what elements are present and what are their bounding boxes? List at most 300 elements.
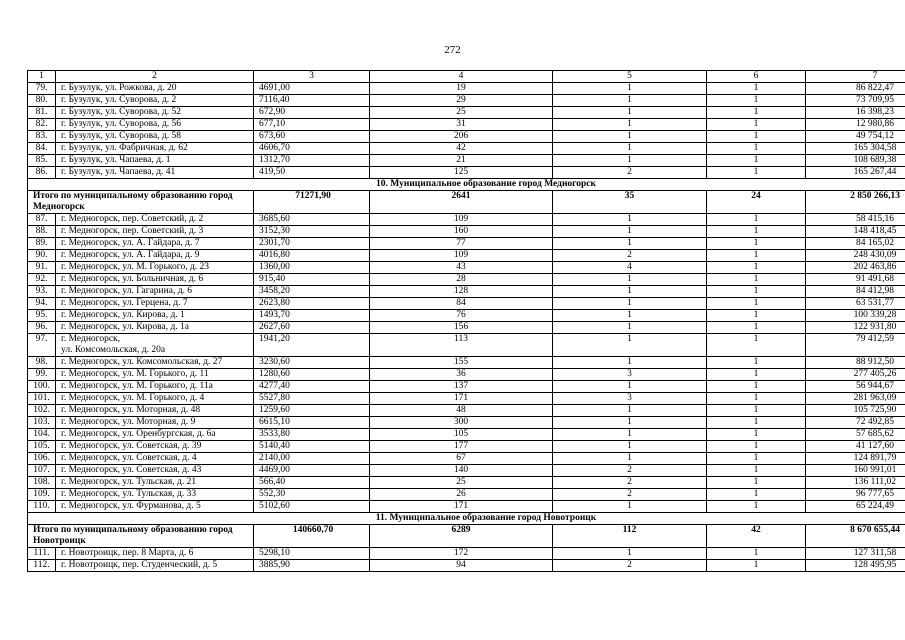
table-row	[28, 143, 905, 155]
total-col5: 35	[553, 191, 707, 214]
total-col4: 2641	[370, 191, 553, 214]
sum-cell: 100 339,28	[806, 310, 905, 322]
table-row	[28, 334, 905, 357]
sum-cell: 165 304,58	[806, 143, 905, 155]
area-cell: 1360,00	[254, 262, 370, 274]
col6-cell: 1	[707, 369, 806, 381]
col6-cell: 1	[707, 501, 806, 513]
table-row	[28, 405, 905, 417]
address-cell: г. Медногорск, ул. Советская, д. 39	[56, 441, 254, 453]
row-number: 108.	[28, 477, 56, 489]
address-cell: г. Медногорск, ул. Советская, д. 4	[56, 453, 254, 465]
table-row	[28, 429, 905, 441]
sum-cell: 57 685,62	[806, 429, 905, 441]
total-row	[28, 525, 905, 548]
sum-cell: 128 495,95	[806, 560, 905, 572]
area-cell: 2140,00	[254, 453, 370, 465]
col4-cell: 29	[370, 95, 553, 107]
sum-cell: 65 224,49	[806, 501, 905, 513]
col5-cell: 2	[553, 250, 707, 262]
col5-cell: 1	[553, 334, 707, 357]
col6-cell: 1	[707, 322, 806, 334]
row-number: 106.	[28, 453, 56, 465]
row-number: 90.	[28, 250, 56, 262]
sum-cell: 79 412,59	[806, 334, 905, 357]
area-cell: 1259,60	[254, 405, 370, 417]
address-cell: г. Медногорск, ул. Герцена, д. 7	[56, 298, 254, 310]
sum-cell: 16 398,23	[806, 107, 905, 119]
address-cell: г. Медногорск, ул. А. Гайдара, д. 7	[56, 238, 254, 250]
row-number: 104.	[28, 429, 56, 441]
area-cell: 419,50	[254, 167, 370, 179]
address-cell: г. Бузулук, ул. Суворова, д. 52	[56, 107, 254, 119]
col4-cell: 206	[370, 131, 553, 143]
col5-cell: 1	[553, 274, 707, 286]
row-number: 102.	[28, 405, 56, 417]
col6-cell: 1	[707, 381, 806, 393]
area-cell: 5140,40	[254, 441, 370, 453]
sum-cell: 41 127,60	[806, 441, 905, 453]
area-cell: 677,10	[254, 119, 370, 131]
sum-cell: 122 931,80	[806, 322, 905, 334]
address-cell: г. Медногорск, ул. М. Горького, д. 11	[56, 369, 254, 381]
column-number: 4	[370, 71, 553, 83]
col5-cell: 3	[553, 369, 707, 381]
col4-cell: 76	[370, 310, 553, 322]
area-cell: 3533,80	[254, 429, 370, 441]
table-row	[28, 155, 905, 167]
sum-cell: 58 415,16	[806, 214, 905, 226]
row-number: 98.	[28, 357, 56, 369]
table-row	[28, 262, 905, 274]
area-cell: 7116,40	[254, 95, 370, 107]
address-cell: г. Медногорск, ул. М. Горького, д. 11а	[56, 381, 254, 393]
address-cell: г. Медногорск, ул. Моторная, д. 48	[56, 405, 254, 417]
table-row	[28, 310, 905, 322]
table-row	[28, 381, 905, 393]
col5-cell: 1	[553, 226, 707, 238]
address-cell: г. Медногорск, ул. М. Горького, д. 23	[56, 262, 254, 274]
total-label: Итого по муниципальному образованию город Медногорск	[28, 191, 254, 214]
column-number: 2	[56, 71, 254, 83]
table-row	[28, 107, 905, 119]
col6-cell: 1	[707, 226, 806, 238]
area-cell: 3458,20	[254, 286, 370, 298]
col4-cell: 28	[370, 274, 553, 286]
col4-cell: 156	[370, 322, 553, 334]
col4-cell: 177	[370, 441, 553, 453]
area-cell: 566,40	[254, 477, 370, 489]
area-cell: 4606,70	[254, 143, 370, 155]
col4-cell: 84	[370, 298, 553, 310]
row-number: 88.	[28, 226, 56, 238]
col5-cell: 1	[553, 548, 707, 560]
col6-cell: 1	[707, 143, 806, 155]
sum-cell: 248 430,09	[806, 250, 905, 262]
sum-cell: 124 891,79	[806, 453, 905, 465]
address-cell: г. Медногорск, ул. Гагарина, д. 6	[56, 286, 254, 298]
col6-cell: 1	[707, 405, 806, 417]
row-number: 99.	[28, 369, 56, 381]
table-row	[28, 238, 905, 250]
address-cell: г. Медногорск, пер. Советский, д. 2	[56, 214, 254, 226]
row-number: 81.	[28, 107, 56, 119]
area-cell: 5298,10	[254, 548, 370, 560]
col4-cell: 155	[370, 357, 553, 369]
address-cell	[56, 334, 254, 357]
col4-cell: 137	[370, 381, 553, 393]
col4-cell: 36	[370, 369, 553, 381]
col6-cell: 1	[707, 274, 806, 286]
col5-cell: 2	[553, 489, 707, 501]
row-number: 79.	[28, 83, 56, 95]
col6-cell: 1	[707, 334, 806, 357]
col5-cell: 1	[553, 286, 707, 298]
col4-cell: 105	[370, 429, 553, 441]
col5-cell: 1	[553, 119, 707, 131]
row-number: 100.	[28, 381, 56, 393]
address-cell: г. Медногорск, ул. Фурманова, д. 5	[56, 501, 254, 513]
column-number-row	[28, 71, 905, 83]
col5-cell: 1	[553, 155, 707, 167]
col4-cell: 171	[370, 501, 553, 513]
col4-cell: 42	[370, 143, 553, 155]
total-sum: 2 850 266,13	[806, 191, 905, 214]
row-number: 96.	[28, 322, 56, 334]
table-row	[28, 501, 905, 513]
col6-cell: 1	[707, 83, 806, 95]
col6-cell: 1	[707, 489, 806, 501]
total-area: 71271,90	[254, 191, 370, 214]
col4-cell: 25	[370, 477, 553, 489]
col6-cell: 1	[707, 119, 806, 131]
col4-cell: 19	[370, 83, 553, 95]
col4-cell: 94	[370, 560, 553, 572]
address-cell: г. Бузулук, ул. Суворова, д. 56	[56, 119, 254, 131]
area-cell: 3685,60	[254, 214, 370, 226]
row-number: 86.	[28, 167, 56, 179]
total-col5: 112	[553, 525, 707, 548]
area-cell: 2623,80	[254, 298, 370, 310]
total-label: Итого по муниципальному образованию город Новотроицк	[28, 525, 254, 548]
row-number: 89.	[28, 238, 56, 250]
col5-cell: 4	[553, 262, 707, 274]
row-number: 84.	[28, 143, 56, 155]
table-row	[28, 298, 905, 310]
col6-cell: 1	[707, 417, 806, 429]
area-cell: 5527,80	[254, 393, 370, 405]
col5-cell: 1	[553, 405, 707, 417]
col5-cell: 1	[553, 238, 707, 250]
area-cell: 2301,70	[254, 238, 370, 250]
col4-cell: 109	[370, 214, 553, 226]
col6-cell: 1	[707, 155, 806, 167]
apartment-buildings-table	[27, 70, 905, 572]
col6-cell: 1	[707, 548, 806, 560]
col5-cell: 1	[553, 214, 707, 226]
address-cell: г. Медногорск, ул. Кирова, д. 1а	[56, 322, 254, 334]
area-cell: 3152,30	[254, 226, 370, 238]
sum-cell: 127 311,58	[806, 548, 905, 560]
col4-cell: 77	[370, 238, 553, 250]
sum-cell: 63 531,77	[806, 298, 905, 310]
row-number: 112.	[28, 560, 56, 572]
column-number: 7	[806, 71, 905, 83]
sum-cell: 56 944,67	[806, 381, 905, 393]
address-cell: г. Бузулук, ул. Чапаева, д. 1	[56, 155, 254, 167]
col4-cell: 125	[370, 167, 553, 179]
address-cell: г. Медногорск, ул. Тульская, д. 21	[56, 477, 254, 489]
col4-cell: 43	[370, 262, 553, 274]
table-row	[28, 489, 905, 501]
col5-cell: 1	[553, 131, 707, 143]
address-cell: г. Бузулук, ул. Рожкова, д. 20	[56, 83, 254, 95]
col4-cell: 140	[370, 465, 553, 477]
col6-cell: 1	[707, 393, 806, 405]
section-title: 11. Муниципальное образование город Новотроицк	[28, 513, 905, 525]
col6-cell: 1	[707, 357, 806, 369]
row-number: 91.	[28, 262, 56, 274]
column-number: 1	[28, 71, 56, 83]
sum-cell: 165 267,44	[806, 167, 905, 179]
sum-cell: 72 492,85	[806, 417, 905, 429]
area-cell: 552,30	[254, 489, 370, 501]
col5-cell: 2	[553, 167, 707, 179]
table-row	[28, 453, 905, 465]
address-line: г. Медногорск,	[61, 334, 121, 344]
sum-cell: 148 418,45	[806, 226, 905, 238]
col4-cell: 21	[370, 155, 553, 167]
table-body	[28, 71, 905, 572]
col6-cell: 1	[707, 453, 806, 465]
sum-cell: 96 777,65	[806, 489, 905, 501]
row-number: 83.	[28, 131, 56, 143]
sum-cell: 49 754,12	[806, 131, 905, 143]
address-cell: г. Медногорск, ул. Советская, д. 43	[56, 465, 254, 477]
col4-cell: 25	[370, 107, 553, 119]
col4-cell: 113	[370, 334, 553, 357]
col5-cell: 1	[553, 83, 707, 95]
row-number: 82.	[28, 119, 56, 131]
col4-cell: 109	[370, 250, 553, 262]
address-cell: г. Медногорск, ул. Комсомольская, д. 27	[56, 357, 254, 369]
col4-cell: 48	[370, 405, 553, 417]
sum-cell: 73 709,95	[806, 95, 905, 107]
table-row	[28, 417, 905, 429]
col6-cell: 1	[707, 477, 806, 489]
row-number: 93.	[28, 286, 56, 298]
row-number: 101.	[28, 393, 56, 405]
sum-cell: 12 980,86	[806, 119, 905, 131]
total-col4: 6289	[370, 525, 553, 548]
sum-cell: 86 822,47	[806, 83, 905, 95]
col6-cell: 1	[707, 441, 806, 453]
col5-cell: 1	[553, 429, 707, 441]
total-col6: 24	[707, 191, 806, 214]
sum-cell: 277 405,26	[806, 369, 905, 381]
column-number: 3	[254, 71, 370, 83]
total-sum: 8 670 655,44	[806, 525, 905, 548]
area-cell: 1941,20	[254, 334, 370, 357]
area-cell: 4277,40	[254, 381, 370, 393]
col6-cell: 1	[707, 167, 806, 179]
sum-cell: 105 725,90	[806, 405, 905, 417]
address-cell: г. Медногорск, пер. Советский, д. 3	[56, 226, 254, 238]
sum-cell: 160 991,01	[806, 465, 905, 477]
total-area: 140660,70	[254, 525, 370, 548]
col5-cell: 1	[553, 381, 707, 393]
area-cell: 3230,60	[254, 357, 370, 369]
col4-cell: 160	[370, 226, 553, 238]
col6-cell: 1	[707, 250, 806, 262]
sum-cell: 84 412,98	[806, 286, 905, 298]
sum-cell: 202 463,86	[806, 262, 905, 274]
area-cell: 4691,00	[254, 83, 370, 95]
section-header-row	[28, 179, 905, 191]
row-number: 103.	[28, 417, 56, 429]
table-row	[28, 167, 905, 179]
row-number: 87.	[28, 214, 56, 226]
area-cell: 4469,00	[254, 465, 370, 477]
table-row	[28, 226, 905, 238]
area-cell: 1493,70	[254, 310, 370, 322]
col6-cell: 1	[707, 95, 806, 107]
col5-cell: 1	[553, 107, 707, 119]
area-cell: 5102,60	[254, 501, 370, 513]
col5-cell: 2	[553, 477, 707, 489]
address-cell: г. Медногорск, ул. А. Гайдара, д. 9	[56, 250, 254, 262]
col5-cell: 1	[553, 310, 707, 322]
table-row	[28, 83, 905, 95]
col4-cell: 128	[370, 286, 553, 298]
col4-cell: 26	[370, 489, 553, 501]
sum-cell: 281 963,09	[806, 393, 905, 405]
col5-cell: 1	[553, 357, 707, 369]
sum-cell: 136 111,02	[806, 477, 905, 489]
sum-cell: 91 491,68	[806, 274, 905, 286]
row-number: 92.	[28, 274, 56, 286]
section-header-row	[28, 513, 905, 525]
table-row	[28, 393, 905, 405]
area-cell: 6615,10	[254, 417, 370, 429]
row-number: 85.	[28, 155, 56, 167]
col5-cell: 2	[553, 465, 707, 477]
area-cell: 673,60	[254, 131, 370, 143]
table-row	[28, 214, 905, 226]
row-number: 80.	[28, 95, 56, 107]
table-row	[28, 131, 905, 143]
col6-cell: 1	[707, 262, 806, 274]
area-cell: 915,40	[254, 274, 370, 286]
sum-cell: 108 689,38	[806, 155, 905, 167]
address-cell: г. Новотроицк, пер. 8 Марта, д. 6	[56, 548, 254, 560]
row-number: 110.	[28, 501, 56, 513]
address-cell: г. Медногорск, ул. М. Горького, д. 4	[56, 393, 254, 405]
table-row	[28, 274, 905, 286]
table-row	[28, 465, 905, 477]
address-cell: г. Бузулук, ул. Суворова, д. 2	[56, 95, 254, 107]
total-col6: 42	[707, 525, 806, 548]
table-row	[28, 477, 905, 489]
address-line: ул. Комсомольская, д. 20а	[61, 345, 166, 355]
row-number: 109.	[28, 489, 56, 501]
table-row	[28, 357, 905, 369]
row-number: 95.	[28, 310, 56, 322]
table-row	[28, 560, 905, 572]
col6-cell: 1	[707, 429, 806, 441]
col6-cell: 1	[707, 298, 806, 310]
address-cell: г. Медногорск, ул. Моторная, д. 9	[56, 417, 254, 429]
col5-cell: 1	[553, 417, 707, 429]
area-cell: 4016,80	[254, 250, 370, 262]
area-cell: 1312,70	[254, 155, 370, 167]
col5-cell: 1	[553, 441, 707, 453]
address-cell: г. Медногорск, ул. Оренбургская, д. 6а	[56, 429, 254, 441]
col4-cell: 172	[370, 548, 553, 560]
col4-cell: 31	[370, 119, 553, 131]
table-row	[28, 322, 905, 334]
col5-cell: 1	[553, 322, 707, 334]
address-cell: г. Бузулук, ул. Чапаева, д. 41	[56, 167, 254, 179]
col6-cell: 1	[707, 238, 806, 250]
area-cell: 2627,60	[254, 322, 370, 334]
col4-cell: 171	[370, 393, 553, 405]
col6-cell: 1	[707, 214, 806, 226]
row-number: 107.	[28, 465, 56, 477]
address-cell: г. Бузулук, ул. Суворова, д. 58	[56, 131, 254, 143]
table-row	[28, 286, 905, 298]
row-number: 105.	[28, 441, 56, 453]
col5-cell: 1	[553, 501, 707, 513]
table-row	[28, 441, 905, 453]
page-number: 272	[444, 44, 461, 56]
area-cell: 672,90	[254, 107, 370, 119]
col4-cell: 300	[370, 417, 553, 429]
col6-cell: 1	[707, 560, 806, 572]
col6-cell: 1	[707, 465, 806, 477]
row-number: 97.	[28, 334, 56, 357]
col6-cell: 1	[707, 131, 806, 143]
col5-cell: 1	[553, 143, 707, 155]
address-cell: г. Медногорск, ул. Больничная, д. 6	[56, 274, 254, 286]
col5-cell: 1	[553, 298, 707, 310]
area-cell: 3885,90	[254, 560, 370, 572]
table-row	[28, 119, 905, 131]
col6-cell: 1	[707, 107, 806, 119]
table-row	[28, 250, 905, 262]
col5-cell: 1	[553, 95, 707, 107]
col5-cell: 2	[553, 560, 707, 572]
col5-cell: 1	[553, 453, 707, 465]
table-row	[28, 548, 905, 560]
address-cell: г. Медногорск, ул. Тульская, д. 33	[56, 489, 254, 501]
table-row	[28, 95, 905, 107]
col6-cell: 1	[707, 286, 806, 298]
sum-cell: 84 165,02	[806, 238, 905, 250]
row-number: 111.	[28, 548, 56, 560]
sum-cell: 88 912,50	[806, 357, 905, 369]
address-cell: г. Бузулук, ул. Фабричная, д. 62	[56, 143, 254, 155]
column-number: 6	[707, 71, 806, 83]
column-number: 5	[553, 71, 707, 83]
area-cell: 1280,60	[254, 369, 370, 381]
col4-cell: 67	[370, 453, 553, 465]
section-title: 10. Муниципальное образование город Медногорск	[28, 179, 905, 191]
address-cell: г. Медногорск, ул. Кирова, д. 1	[56, 310, 254, 322]
col6-cell: 1	[707, 310, 806, 322]
col5-cell: 3	[553, 393, 707, 405]
total-row	[28, 191, 905, 214]
